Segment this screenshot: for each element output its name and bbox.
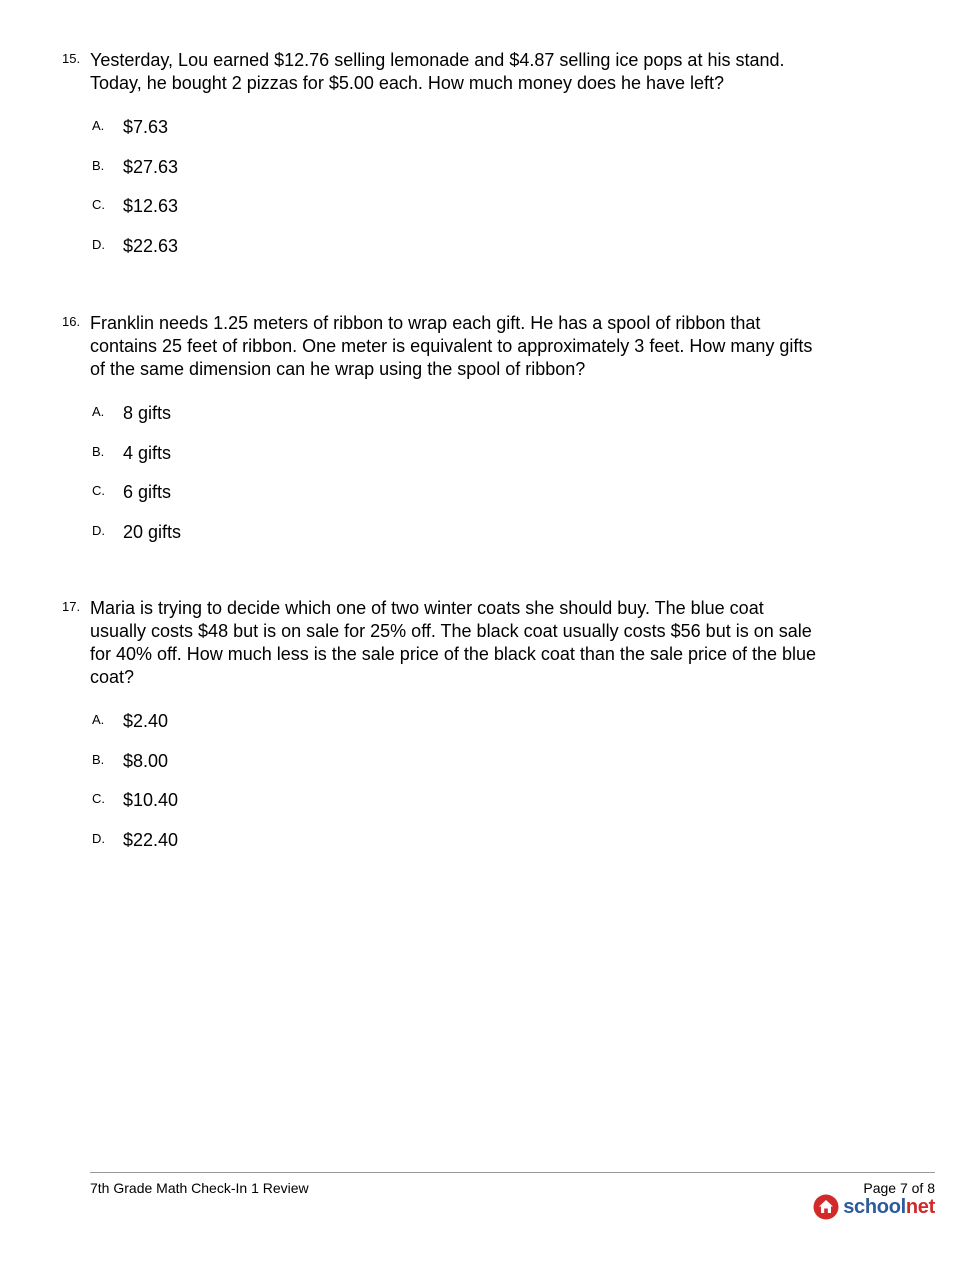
choice-letter: B. xyxy=(92,751,105,767)
choice-text: $7.63 xyxy=(123,117,169,137)
choice-a[interactable] xyxy=(62,709,822,749)
choice-d[interactable] xyxy=(62,828,822,868)
choice-letter: D. xyxy=(92,523,105,539)
question-stem xyxy=(62,312,822,381)
choice-text: 20 gifts xyxy=(123,522,182,543)
question-text: Franklin needs 1.25 meters of ribbon to wrap each gift. He has a spool of ribbon that contains 25 feet of ribbon. One meter is equivalent to approximately 3 feet. How many gifts of the same dimension can he wrap using the spool of ribbon? xyxy=(90,313,813,379)
footer-title: 7th Grade Math Check-In 1 Review xyxy=(90,1180,309,1196)
choice-text: 6 gifts xyxy=(123,482,172,503)
choice-letter: B. xyxy=(92,443,105,459)
brand-net-text: net xyxy=(905,1195,935,1218)
choice-letter: A. xyxy=(92,118,105,133)
question-stem xyxy=(62,49,822,95)
brand-wordmark xyxy=(843,1196,935,1219)
answer-choices xyxy=(62,709,822,868)
choice-d[interactable] xyxy=(62,520,822,560)
schoolnet-logo xyxy=(813,1194,935,1220)
choice-letter: D. xyxy=(92,831,105,847)
choice-text: $8.00 xyxy=(123,750,169,771)
choice-letter: D. xyxy=(92,237,105,253)
question-16 xyxy=(62,312,822,560)
question-stem xyxy=(62,597,822,689)
question-number: 17. xyxy=(62,599,81,614)
choice-text: 4 gifts xyxy=(123,442,172,463)
choice-letter: B. xyxy=(92,157,105,173)
question-15 xyxy=(62,49,822,274)
choice-c[interactable] xyxy=(62,480,822,520)
choice-letter: A. xyxy=(92,404,105,419)
choice-c[interactable] xyxy=(62,194,822,234)
page-number: Page 7 of 8 xyxy=(863,1180,935,1196)
choice-a[interactable] xyxy=(62,115,822,155)
brand-school-text: school xyxy=(843,1195,906,1218)
choice-text: $22.63 xyxy=(123,236,179,257)
choice-b[interactable] xyxy=(62,441,822,481)
question-number: 15. xyxy=(62,51,81,66)
choice-letter: C. xyxy=(92,791,105,807)
choice-text: $12.63 xyxy=(123,196,179,217)
choice-c[interactable] xyxy=(62,788,822,828)
footer-divider xyxy=(90,1172,935,1173)
answer-choices xyxy=(62,401,822,560)
question-text: Maria is trying to decide which one of two winter coats she should buy. The blue coat usually costs $48 but is on sale for 25% off. The black coat usually costs $56 but is on sale for 40% off. How much less is the sale price of the black coat than the sale price of the blue coat? xyxy=(90,598,817,687)
choice-d[interactable] xyxy=(62,234,822,274)
choice-b[interactable] xyxy=(62,749,822,789)
choice-a[interactable] xyxy=(62,401,822,441)
question-number: 16. xyxy=(62,314,81,329)
choice-text: $2.40 xyxy=(123,711,169,731)
house-icon xyxy=(813,1194,839,1220)
choice-text: $10.40 xyxy=(123,790,179,811)
choice-text: $27.63 xyxy=(123,156,179,177)
choice-b[interactable] xyxy=(62,155,822,195)
answer-choices xyxy=(62,115,822,274)
question-17 xyxy=(62,597,822,868)
choice-text: $22.40 xyxy=(123,830,179,851)
choice-text: 8 gifts xyxy=(123,403,172,423)
choice-letter: A. xyxy=(92,712,105,727)
question-text: Yesterday, Lou earned $12.76 selling lemonade and $4.87 selling ice pops at his stand. Today, he bought 2 pizzas for $5.00 each. How much money does he have left? xyxy=(90,50,785,93)
choice-letter: C. xyxy=(92,483,105,499)
choice-letter: C. xyxy=(92,197,105,213)
